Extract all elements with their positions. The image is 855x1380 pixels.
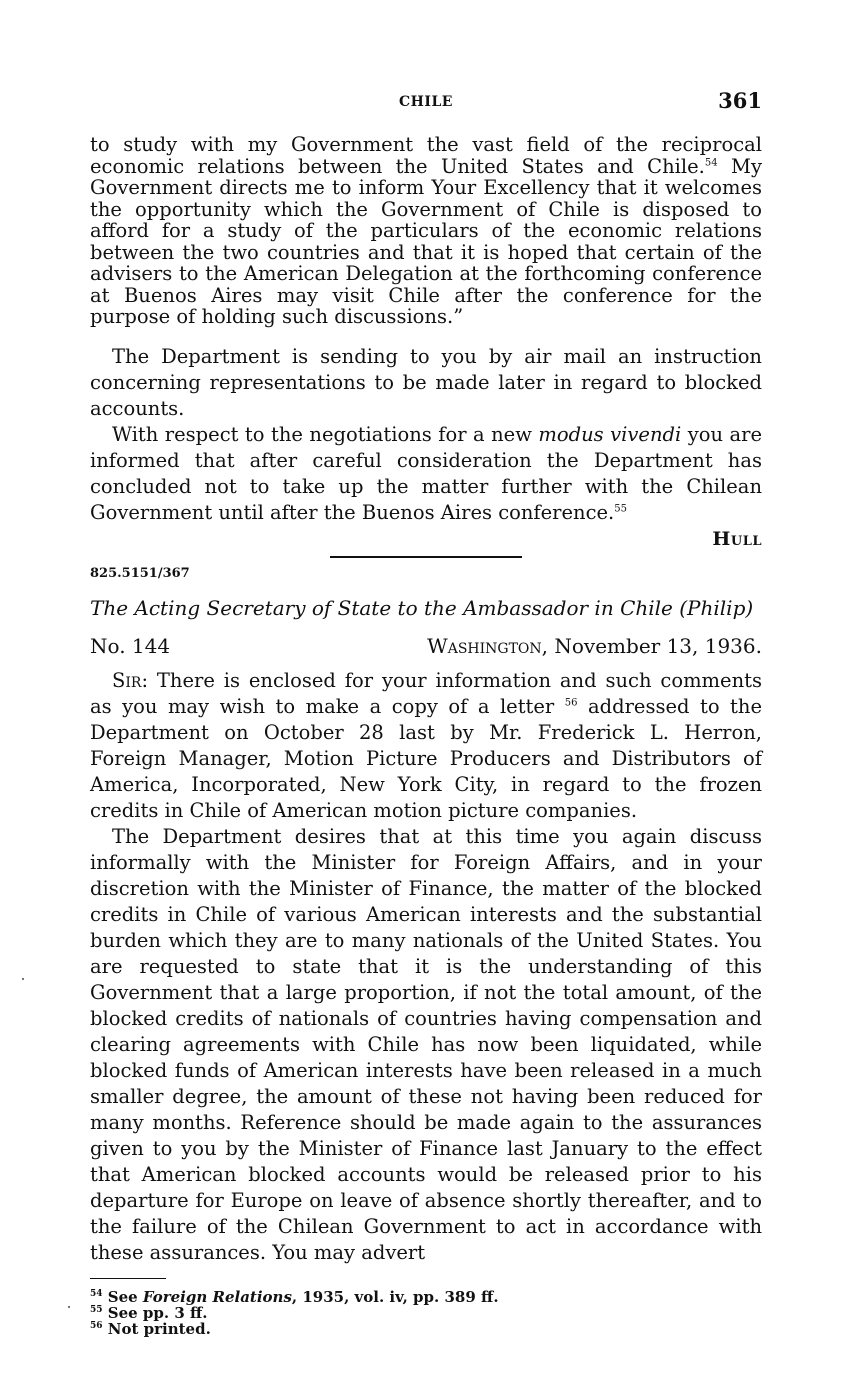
footnote	[90, 1305, 762, 1321]
footnotes	[90, 1289, 762, 1337]
italic-term: modus vivendi	[538, 422, 682, 446]
body-text	[90, 344, 762, 526]
place: Washington	[427, 633, 542, 658]
heading-recipient: (Philip)	[679, 595, 754, 620]
footnote-rule	[90, 1278, 166, 1280]
file-number: 825.5151/367	[90, 565, 190, 581]
paragraph-airmail: The Department is sending to you by air mail an instruction concerning representations to be made later in regard to blocked accounts.	[90, 344, 762, 420]
signature: Hull	[712, 527, 762, 550]
paragraph-text: : There is enclosed for your information and such comments as you may wish to make a copy of a letter	[90, 668, 762, 718]
footnote-text: Not printed.	[102, 1320, 211, 1338]
paragraph-text: With respect to the negotiations for a new	[112, 422, 539, 446]
footnote-italic: Foreign Relations	[142, 1288, 292, 1306]
heading-text: The Acting Secretary of State to the Ambassador in Chile	[90, 595, 673, 620]
page	[90, 88, 762, 1337]
footnote-text: See	[102, 1288, 143, 1306]
dateline	[90, 634, 762, 668]
footnote-number: 55	[90, 1305, 103, 1315]
running-title: CHILE	[399, 94, 453, 110]
paragraph-modus-vivendi	[90, 422, 762, 526]
footnote	[90, 1321, 762, 1337]
document-heading	[90, 596, 762, 620]
footnote	[90, 1289, 762, 1305]
paragraph-sir	[90, 668, 762, 824]
date: , November 13, 1936.	[541, 633, 762, 658]
file-number-row	[90, 556, 762, 596]
page-number: 361	[718, 88, 762, 113]
quote-text: to study with my Government the vast field of the reciprocal economic relations between the United States and Chile.	[90, 133, 762, 178]
scan-speck	[22, 978, 24, 980]
scan-speck	[68, 1306, 70, 1308]
section-divider	[330, 556, 522, 558]
footnote-ref: 55	[614, 503, 627, 514]
quote-paragraph	[90, 134, 762, 328]
footnote-text: , 1935, vol. iv, pp. 389 ff.	[291, 1288, 499, 1306]
letter-body	[90, 668, 762, 1266]
footnote-number: 54	[90, 1289, 103, 1299]
salutation: Sir	[112, 668, 142, 692]
running-header	[90, 88, 762, 118]
paragraph-text: you are informed that after careful consideration the Department has concluded not to take up the matter further with the Chilean Government until after the Buenos Aires conference.	[90, 422, 762, 524]
footnote-number: 56	[90, 1321, 103, 1331]
quote-text: My Government directs me to inform Your Excellency that it welcomes the opportunity which the Government of Chile is disposed to afford for a study of the particulars of the economic relations between the two countries and that it is hoped that certain of the advisers to the American Delegation at the forthcoming conference at Buenos Aires may visit Chile after the conference for the purpose of holding such discussions.”	[90, 154, 762, 328]
instruction-number: No. 144	[90, 633, 171, 658]
footnote-ref: 54	[704, 157, 718, 168]
footnote-ref: 56	[564, 697, 578, 708]
footnote-text: See pp. 3 ff.	[102, 1304, 208, 1322]
paragraph-text: addressed to the Department on October 28 last by Mr. Frederick L. Herron, Foreign Manager, Motion Picture Producers and Distributors of America, Incorporated, New York City, in regard to the frozen credits in Chile of American motion picture companies.	[90, 694, 762, 822]
place-date	[427, 634, 762, 658]
paragraph-department: The Department desires that at this time you again discuss informally with the Minister for Foreign Affairs, and in your discretion with the Minister of Finance, the matter of the blocked credits in Chile of various American interests and the substantial burden which they are to many nationals of the United States. You are requested to state that it is the understanding of this Government that a large proportion, if not the total amount, of the blocked credits of nationals of countries having compensation and clearing agreements with Chile has now been liquidated, while blocked funds of American interests have been released in a much smaller degree, the amount of these not having been reduced for many months. Reference should be made again to the assurances given to you by the Minister of Finance last January to the effect that American blocked accounts would be released prior to his departure for Europe on leave of absence shortly thereafter, and to the failure of the Chilean Government to act in accordance with these assurances. You may advert	[90, 824, 762, 1264]
